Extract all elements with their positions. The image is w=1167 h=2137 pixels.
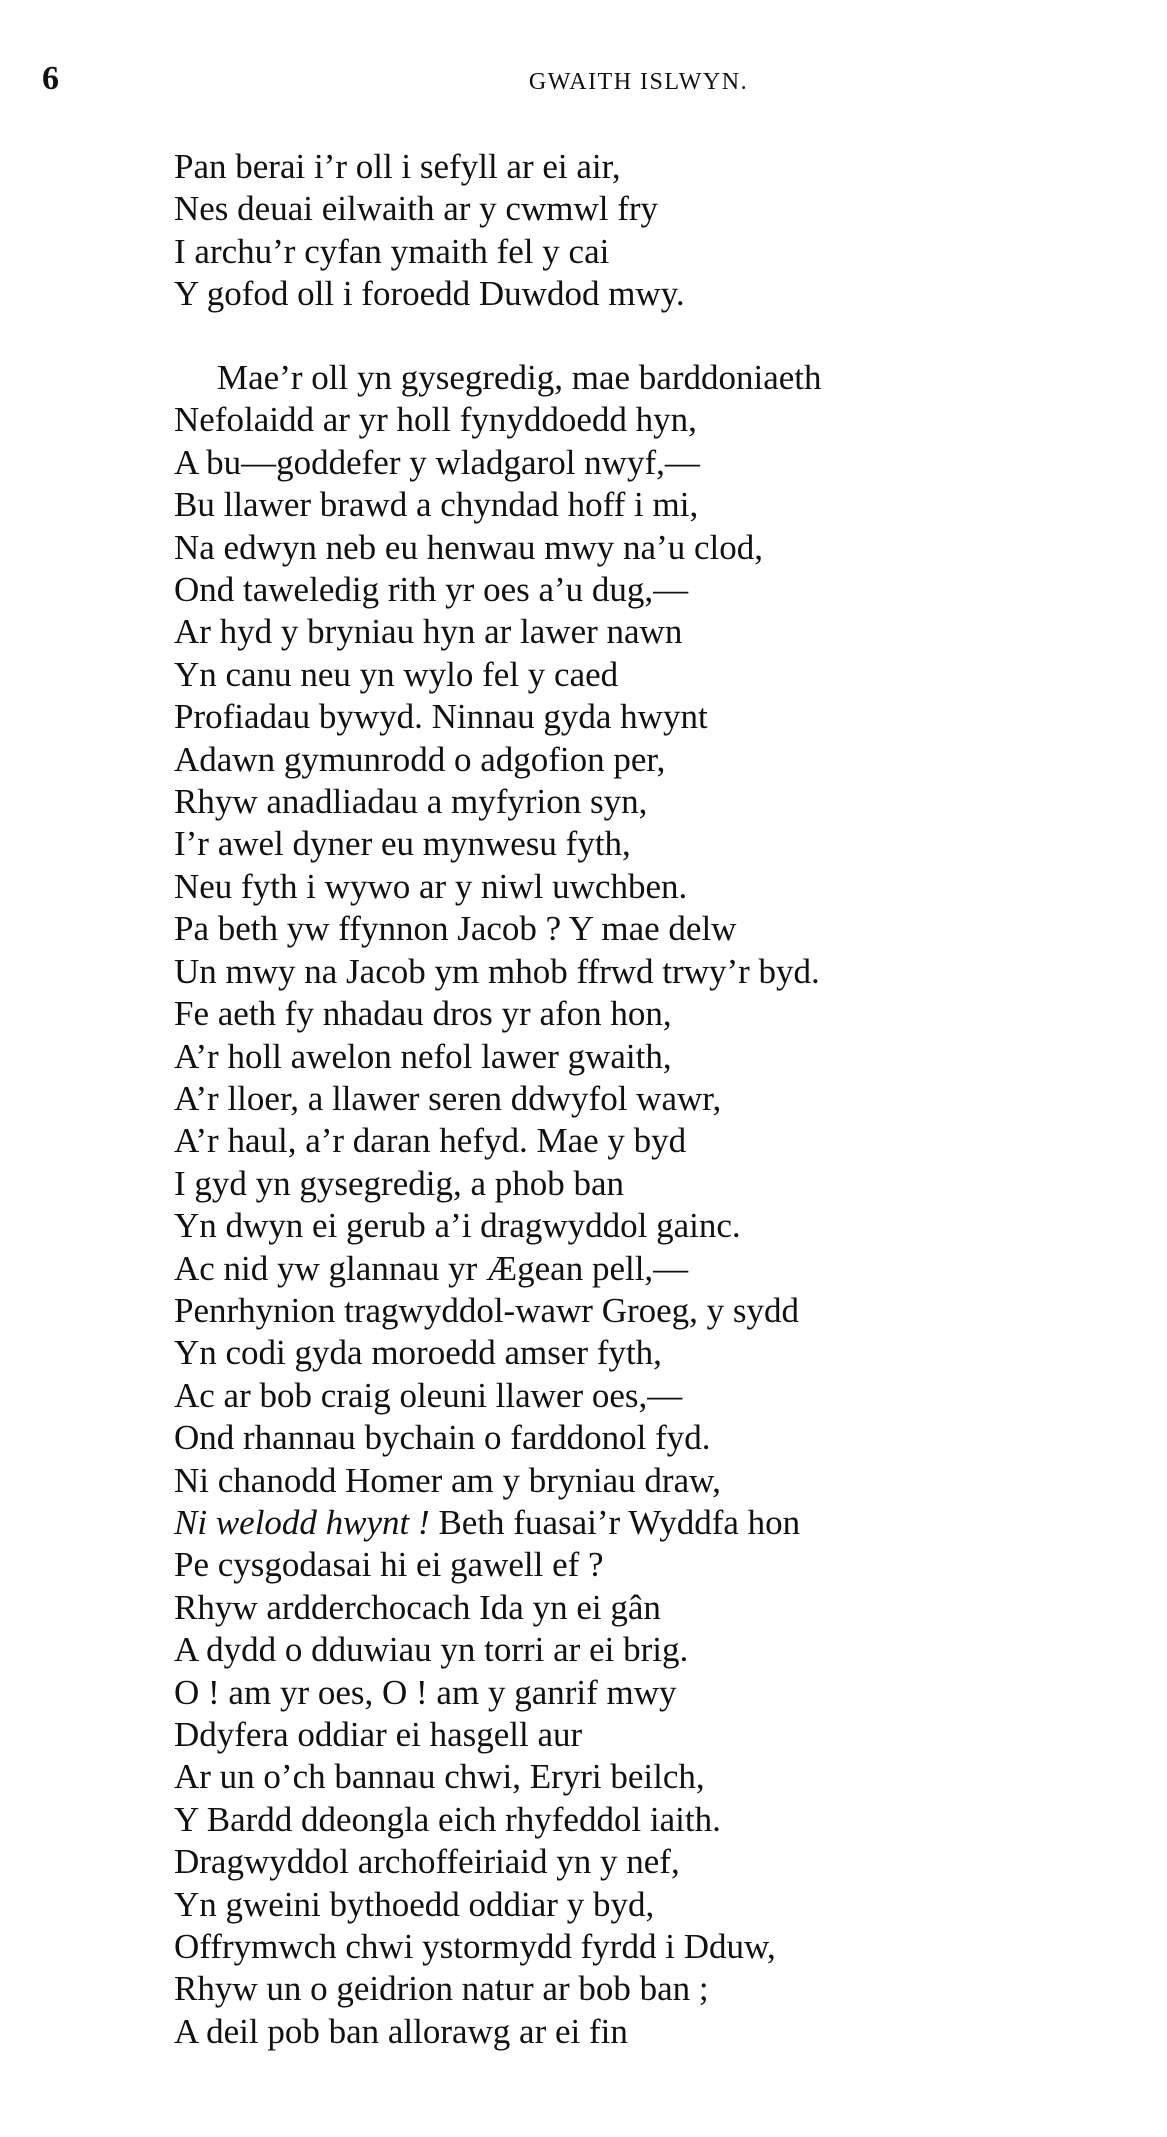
verse-line: Adawn gymunrodd o adgofion per, [174,739,666,779]
verse-line-rest: Beth fuasai’r Wyddfa hon [438,1502,801,1542]
verse-line: Penrhynion tragwyddol-wawr Groeg, y sydd [174,1290,800,1330]
verse-line: Ond taweledig rith yr oes a’u dug,— [174,570,689,610]
verse-line: A’r holl awelon nefol lawer gwaith, [174,1036,672,1076]
verse-line: A deil pob ban allorawg ar ei fin [174,2011,628,2051]
verse-line: Fe aeth fy nhadau dros yr afon hon, [174,994,672,1034]
verse-line: Na edwyn neb eu henwau mwy na’u clod, [174,527,763,567]
italic-phrase: Ni welodd hwynt ! [174,1502,430,1542]
verse-line: Yn codi gyda moroedd amser fyth, [174,1333,662,1373]
verse-line: Y gofod oll i foroedd Duwdod mwy. [174,274,685,314]
verse-line: Yn gweini bythoedd oddiar y byd, [174,1884,655,1924]
verse-line: Ond rhannau bychain o farddonol fyd. [174,1418,711,1458]
verse-line: Y Bardd ddeongla eich rhyfeddol iaith. [174,1799,721,1839]
verse-line: Pan berai i’r oll i sefyll ar ei air, [174,147,621,186]
verse-line: A bu—goddefer y wladgarol nwyf,— [174,442,700,482]
verse-line: Ar hyd y bryniau hyn ar lawer nawn [174,612,683,652]
verse-line: Yn dwyn ei gerub a’i dragwyddol gainc. [174,1206,741,1246]
verse-line: O ! am yr oes, O ! am y ganrif mwy [174,1672,677,1712]
verse-line: Pa beth yw ffynnon Jacob ? Y mae delw [174,909,737,949]
running-title: GWAITH ISLWYN. [528,69,749,95]
verse-line: I archu’r cyfan ymaith fel y cai [174,231,610,271]
verse-line: Bu llawer brawd a chyndad hoff i mi, [174,485,699,525]
verse-line: Nes deuai eilwaith ar y cwmwl fry [174,189,659,229]
verse-line: Pe cysgodasai hi ei gawell ef ? [174,1545,604,1585]
verse-line: A’r haul, a’r daran hefyd. Mae y byd [174,1121,687,1161]
verse-line: Rhyw un o geidrion natur ar bob ban ; [174,1969,709,2009]
verse-line: Mae’r oll yn gysegredig, mae barddoniaeth [217,358,822,397]
verse-line: Rhyw ardderchocach Ida yn ei gân [174,1587,661,1627]
verse-line: Yn canu neu yn wylo fel y caed [174,654,619,694]
stanza [174,146,685,316]
stanza [174,357,822,2053]
verse-line-mixed [174,1502,822,1544]
verse-line: Ni chanodd Homer am y bryniau draw, [174,1460,721,1500]
verse-line: A dydd o dduwiau yn torri ar ei brig. [174,1630,689,1670]
verse-line: Nefolaidd ar yr holl fynyddoedd hyn, [174,400,697,440]
verse-line: Neu fyth i wywo ar y niwl uwchben. [174,866,688,906]
verse-line: Un mwy na Jacob ym mhob ffrwd trwy’r byd. [174,951,820,991]
verse-line: Ac nid yw glannau yr Ægean pell,— [174,1248,689,1288]
verse-line: Offrymwch chwi ystormydd fyrdd i Dduw, [174,1927,776,1967]
verse-line: Ac ar bob craig oleuni llawer oes,— [174,1375,683,1415]
verse-line: I gyd yn gysegredig, a phob ban [174,1163,625,1203]
verse-line: Ddyfera oddiar ei hasgell aur [174,1715,583,1754]
verse-line: Dragwyddol archoffeiriaid yn y nef, [174,1842,680,1882]
verse-line: I’r awel dyner eu mynwesu fyth, [174,824,631,864]
verse-line: Profiadau bywyd. Ninnau gyda hwynt [174,697,708,737]
verse-line: Rhyw anadliadau a myfyrion syn, [174,782,648,822]
verse-line: Ar un o’ch bannau chwi, Eryri beilch, [174,1757,705,1797]
verse-line: A’r lloer, a llawer seren ddwyfol wawr, [174,1078,722,1118]
page-number: 6 [42,60,59,97]
